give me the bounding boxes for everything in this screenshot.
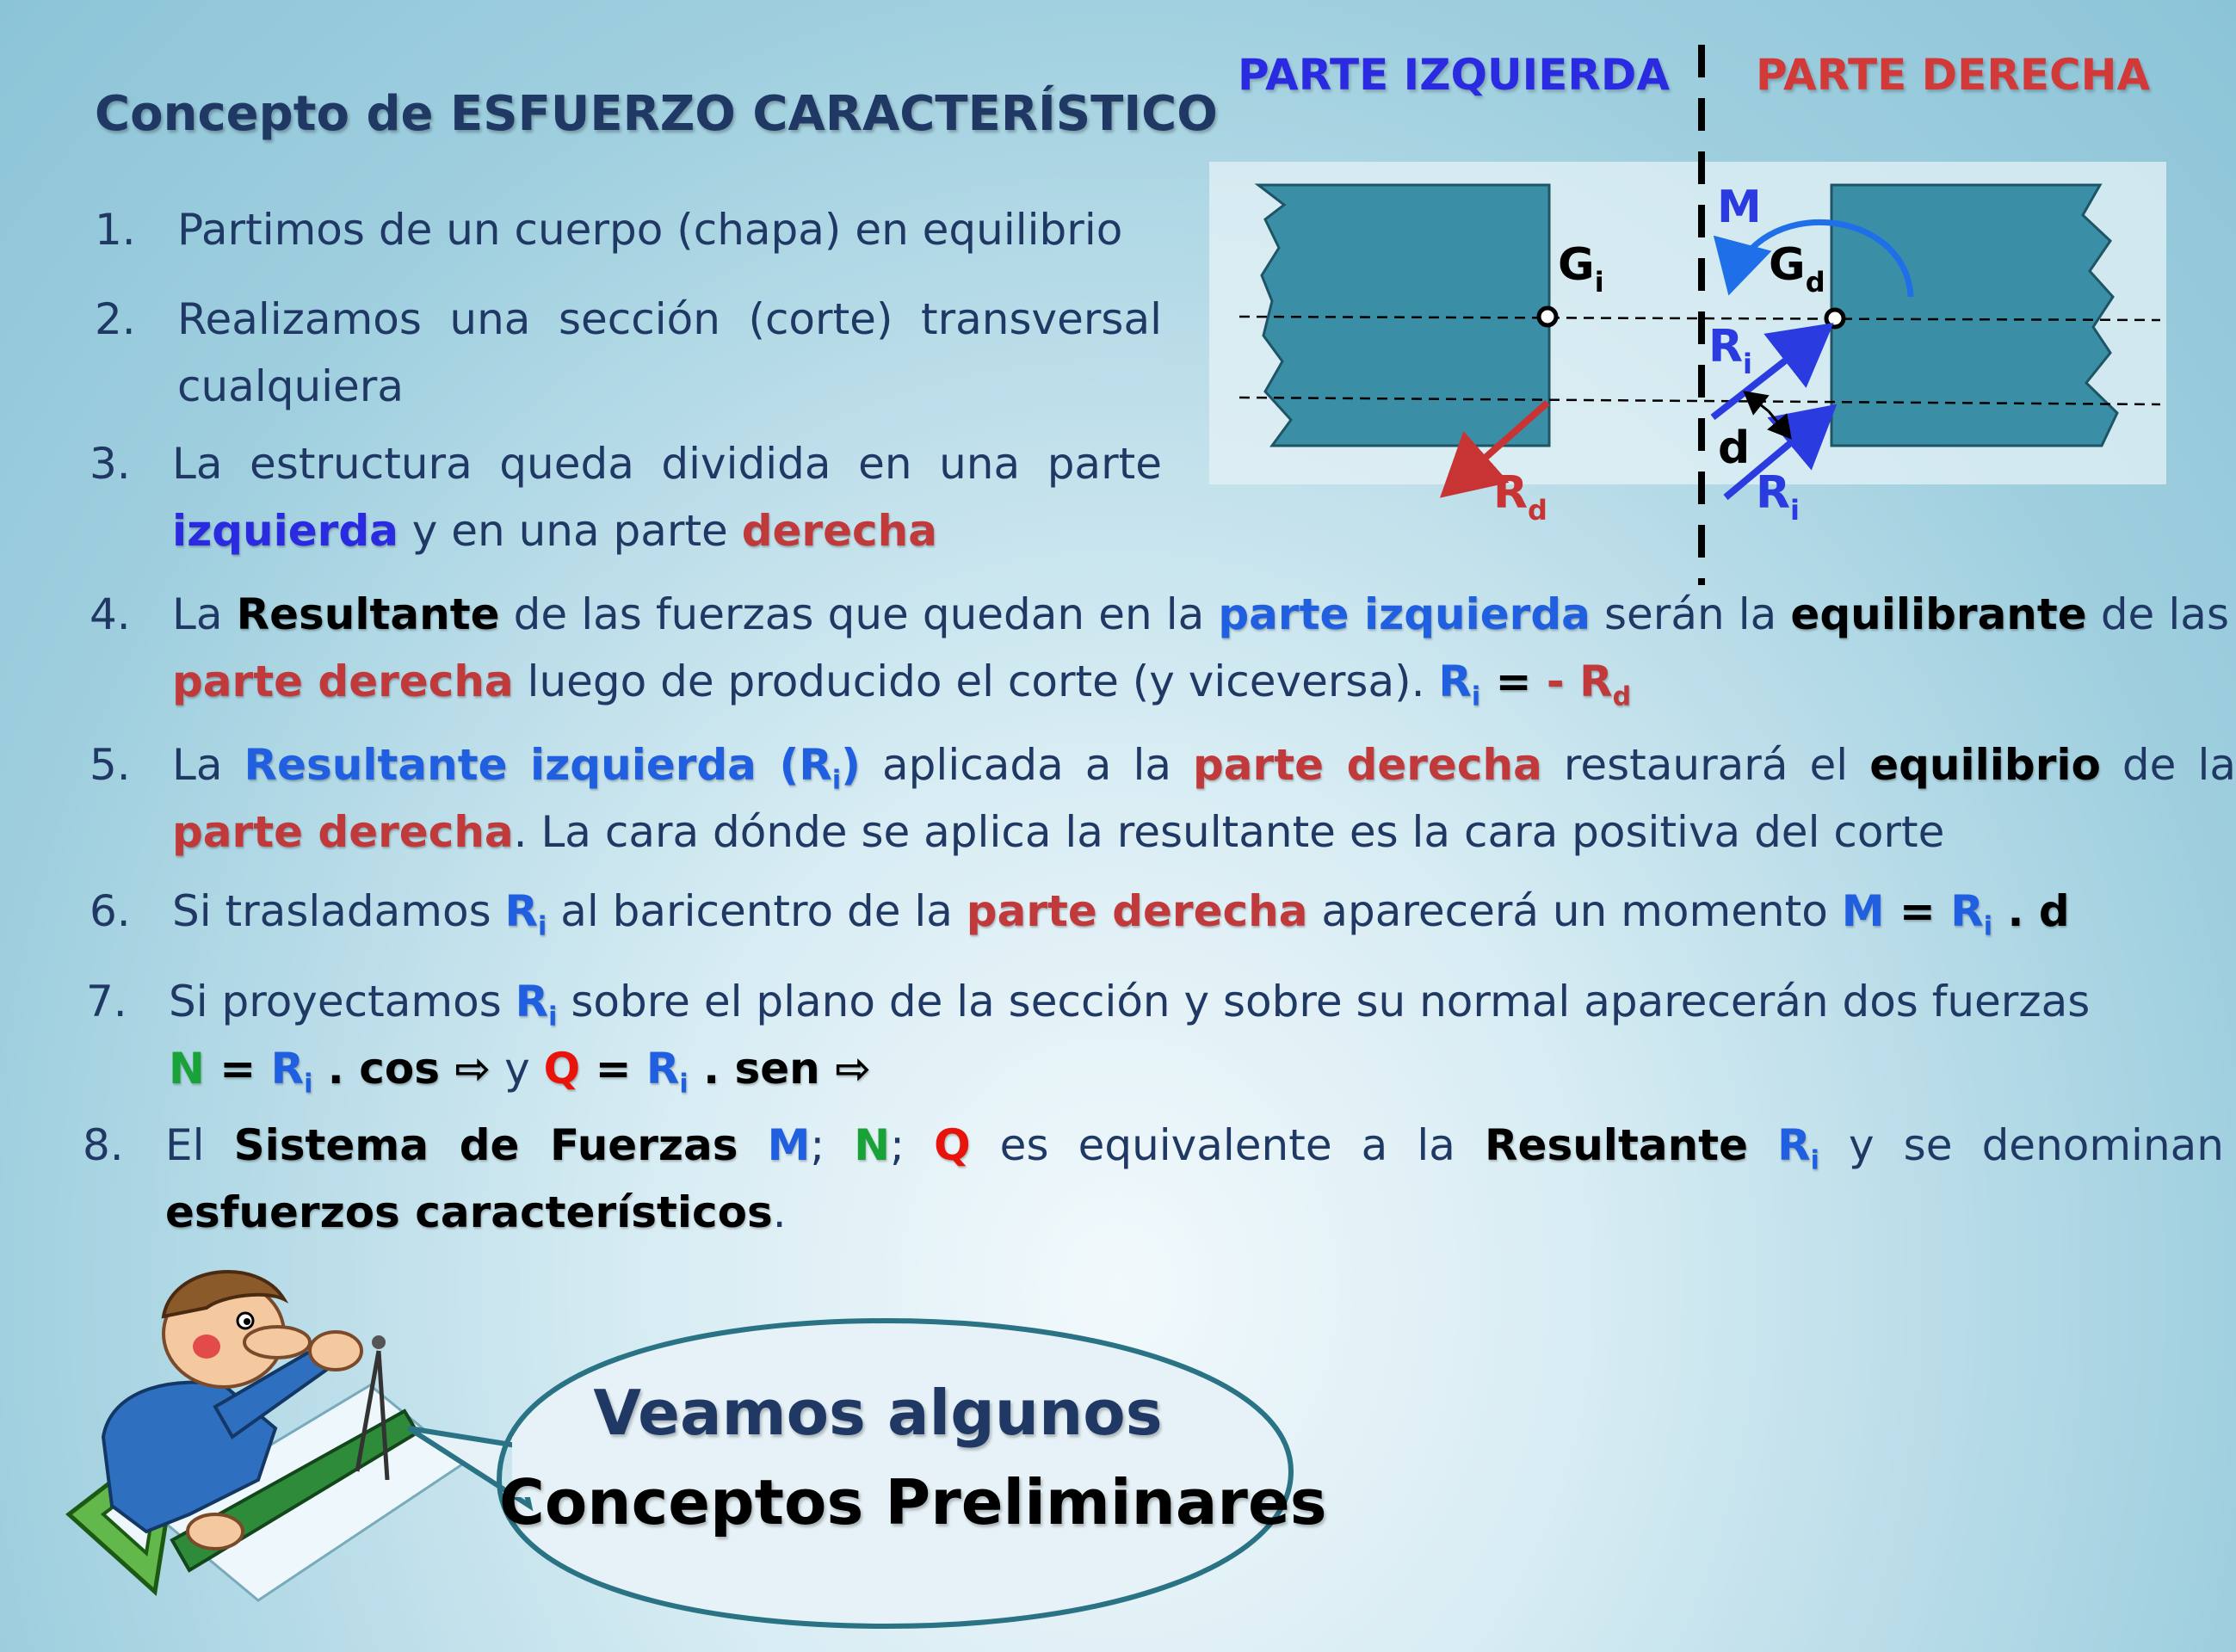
- item-text: El Sistema de Fuerzas M; N; Q es equivalente a la Resultante $R_i$ y se denominan esfuerzos característicos.: [165, 1120, 2224, 1237]
- angle-symbol: ⇨: [454, 1044, 491, 1094]
- page-title: Concepto de ESFUERZO CARACTERÍSTICO: [95, 86, 1218, 142]
- list-item-4: [90, 581, 2229, 718]
- item-number: 2.: [95, 294, 136, 344]
- item-text: Si proyectamos $R_i$ sobre el plano de la sección y sobre su normal aparecerán dos fuerzas $N = R_i$ . cos ⇨ y $Q = R_i$ . sen ⇨: [169, 977, 2091, 1100]
- bubble-line-2: Conceptos Preliminares: [499, 1466, 1327, 1538]
- rd-label: $R_d$: [1493, 467, 1547, 527]
- g-left-label: $G_i$: [1558, 239, 1604, 299]
- ri-label-lower: $R_i$: [1756, 467, 1801, 527]
- item-number: 5.: [90, 740, 131, 790]
- item-number: 6.: [90, 886, 131, 936]
- equation-ri: $R_i$: [1438, 656, 1481, 712]
- list-item-2: [95, 286, 1162, 423]
- bubble-text: [499, 1368, 1327, 1547]
- list-item-5: [90, 731, 2236, 869]
- distance-label: d: [1718, 422, 1751, 474]
- moment-label: M: [1717, 182, 1762, 233]
- angle-symbol: ⇨: [835, 1044, 872, 1094]
- item-text: Realizamos una sección (corte) transversal cualquiera: [177, 294, 1162, 411]
- item-text: La Resultante de las fuerzas que quedan en la parte izquierda serán la equilibrante de las parte derecha luego de producido el corte (y viceversa). $R_i$ = - $R_d$: [172, 589, 2229, 712]
- item-number: 8.: [83, 1120, 124, 1170]
- right-part-header: PARTE DERECHA: [1756, 50, 2151, 100]
- list-item-3: [90, 430, 1165, 568]
- equation-rd: - $R_d$: [1546, 656, 1632, 712]
- item-number: 3.: [90, 439, 131, 489]
- right-plate: [1831, 185, 2117, 446]
- left-part-term: izquierda: [172, 506, 398, 556]
- left-plate: [1258, 185, 1549, 446]
- list-item-1: [95, 196, 1162, 265]
- item-text: Partimos de un cuerpo (chapa) en equilibrio: [177, 205, 1123, 255]
- item-number: 4.: [90, 589, 131, 639]
- item-text: La Resultante izquierda $(R_i)$ aplicada a la parte derecha restaurará el equilibrio de la parte derecha. La cara dónde se aplica la resultante es la cara positiva del corte: [172, 740, 2236, 857]
- item-number: 1.: [95, 205, 136, 255]
- list-item-6: [90, 878, 2155, 946]
- list-item-7: [86, 968, 2152, 1106]
- item-number: 7.: [86, 977, 127, 1026]
- list-item-8: [83, 1112, 2224, 1249]
- item-text: Si trasladamos $R_i$ al baricentro de la parte derecha aparecerá un momento $M = R_i$ . d: [172, 886, 2070, 942]
- left-part-header: PARTE IZQUIERDA: [1238, 50, 1671, 100]
- item-text: La estructura queda dividida en una parte izquierda y en una parte derecha: [172, 439, 1162, 556]
- centroid-left: [1539, 308, 1556, 325]
- g-right-label: $G_d$: [1769, 239, 1825, 299]
- centroid-right: [1826, 310, 1844, 327]
- right-part-term: derecha: [741, 506, 937, 556]
- ri-label-upper: $R_i$: [1708, 321, 1753, 380]
- bubble-line-1: Veamos algunos: [593, 1377, 1163, 1449]
